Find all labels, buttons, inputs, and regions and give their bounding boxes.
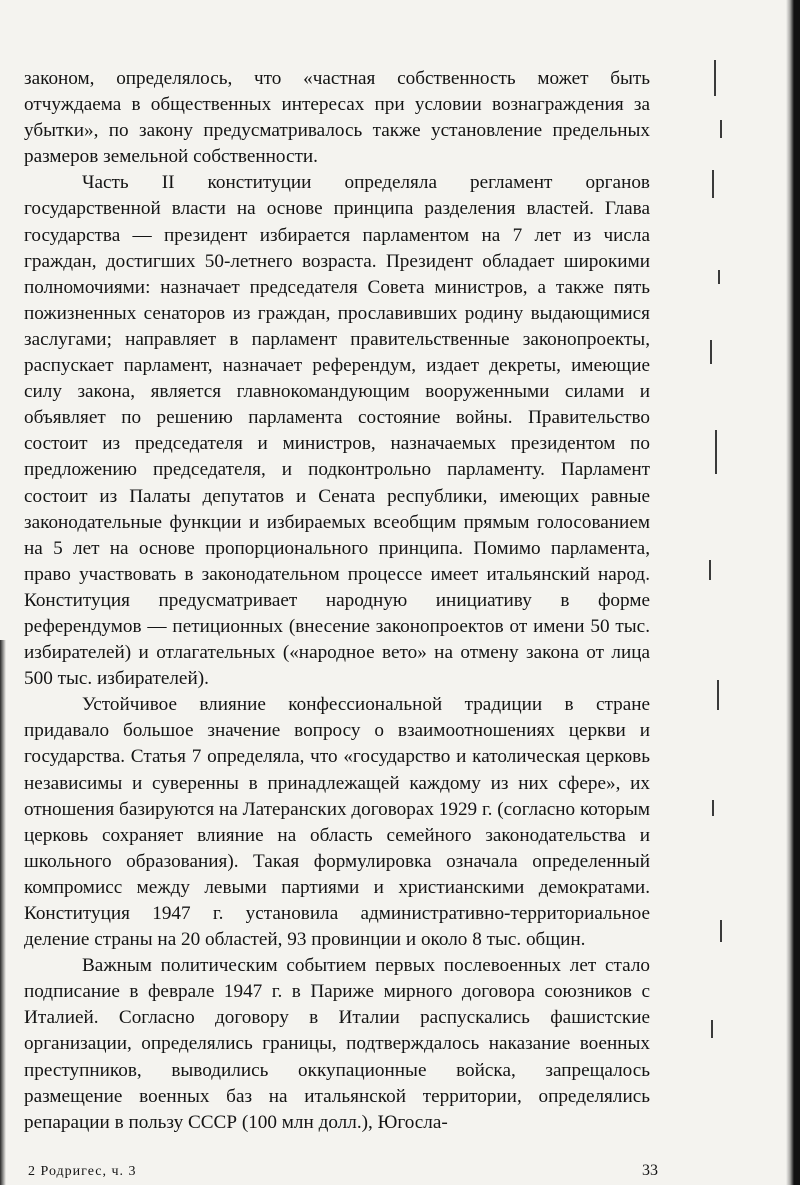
scan-shadow: [0, 640, 6, 1185]
margin-marks: [706, 40, 746, 1140]
page-number: 33: [642, 1162, 658, 1179]
scan-edge: [786, 0, 800, 1185]
paragraph-3: Устойчивое влияние конфессиональной традиции в стране придавало большое значение вопросу о взаимоотношениях церкви и государства. Статья 7 определяла, что «государство и католическая церковь независимы и суверенны в принадлежащей каждому из них сфере», их отношения базируются на Латеранских договорах 1929 г. (согласно которым церковь сохраняет влияние на область семейного законодательства и школьного образования). Такая формулировка означала определенный компромисс между левыми партиями и христианскими демократами. Конституция 1947 г. установила административно-территориальное деление страны на 20 областей, 93 провинции и около 8 тыс. общин.: [24, 694, 650, 951]
paragraph-4: Важным политическим событием первых послевоенных лет стало подписание в феврале 1947 г. в Париже мирного договора союзников с Италией. Согласно договору в Италии распускались фашистские организации, определялись границы, подтверждалось наказание военных преступников, выводились оккупационные войска, запрещалось размещение военных баз на итальянской территории, определялись репарации в пользу СССР (100 млн долл.), Югосла-: [24, 955, 650, 1133]
paragraph-1: законом, определялось, что «частная собственность может быть отчуждаема в общественных интересах при условии вознаграждения за убытки», по закону предусматривалось также установление предельных размеров земельной собственности.: [24, 68, 650, 168]
page-footer: [28, 1162, 658, 1182]
footer-signature: 2 Родригес, ч. 3: [28, 1164, 137, 1179]
paragraph-2: Часть II конституции определяла регламент органов государственной власти на основе принципа разделения властей. Глава государства — президент избирается парламентом на 7 лет из числа граждан, достигших 50-летнего возраста. Президент обладает широкими полномочиями: назначает председателя Совета министров, а также пять пожизненных сенаторов из граждан, прославивших родину выдающимися заслугами; направляет в парламент правительственные законопроекты, распускает парламент, назначает референдум, издает декреты, имеющие силу закона, является главнокомандующим вооруженными силами и объявляет по решению парламента состояние войны. Правительство состоит из председателя и министров, назначаемых президентом по предложению председателя, и подконтрольно парламенту. Парламент состоит из Палаты депутатов и Сената республики, имеющих равные законодательные функции и избираемых всеобщим прямым голосованием на 5 лет на основе пропорционального принципа. Помимо парламента, право участвовать в законодательном процессе имеет итальянский народ. Конституция предусматривает народную инициативу в форме референдумов — петиционных (внесение законопроектов от имени 50 тыс. избирателей) и отлагательных («народное вето» на отмену закона от лица 500 тыс. избирателей).: [24, 172, 650, 690]
body-text: [24, 66, 650, 1136]
